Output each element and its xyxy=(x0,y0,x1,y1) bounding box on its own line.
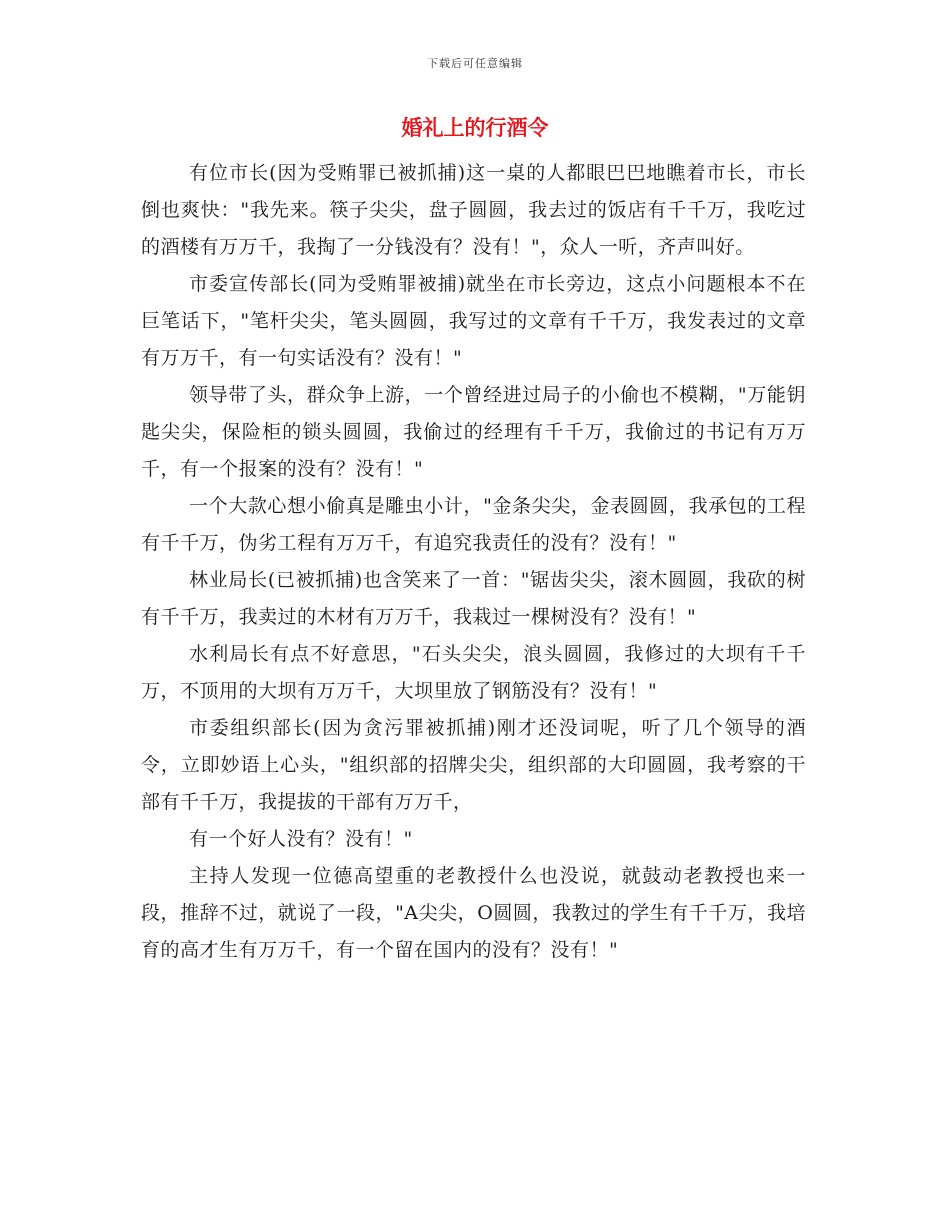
paragraph: 林业局长(已被抓捕)也含笑来了一首："锯齿尖尖，滚木圆圆，我砍的树有千千万，我卖过的木材有万万千，我栽过一棵树没有？没有！" xyxy=(141,569,806,628)
paragraph: 领导带了头，群众争上游，一个曾经进过局子的小偷也不模糊，"万能钥匙尖尖，保险柜的锁头圆圆，我偷过的经理有千千万，我偷过的书记有万万千，有一个报案的没有？没有！" xyxy=(141,384,806,480)
body-text xyxy=(141,155,806,969)
paragraph: 主持人发现一位德高望重的老教授什么也没说，就鼓动老教授也来一段，推辞不过，就说了一段，"A尖尖，O圆圆，我教过的学生有千千万，我培育的高才生有万万千，有一个留在国内的没有？没有！" xyxy=(141,865,806,961)
paragraph: 水利局长有点不好意思，"石头尖尖，浪头圆圆，我修过的大坝有千千万，不顶用的大坝有万万千，大坝里放了钢筋没有？没有！" xyxy=(141,643,806,702)
paragraph: 市委组织部长(因为贪污罪被抓捕)刚才还没词呢，听了几个领导的酒令，立即妙语上心头，"组织部的招牌尖尖，组织部的大印圆圆，我考察的干部有千千万，我提拔的干部有万万千， xyxy=(141,717,806,813)
paragraph: 有位市长(因为受贿罪已被抓捕)这一桌的人都眼巴巴地瞧着市长，市长倒也爽快："我先来。筷子尖尖，盘子圆圆，我去过的饭店有千千万，我吃过的酒楼有万万千，我掏了一分钱没有？没有！"，众人一听，齐声叫好。 xyxy=(141,162,806,258)
paragraph: 市委宣传部长(同为受贿罪被捕)就坐在市长旁边，这点小问题根本不在巨笔话下，"笔杆尖尖，笔头圆圆，我写过的文章有千千万，我发表过的文章有万万千，有一句实话没有？没有！" xyxy=(141,273,806,369)
paragraph: 有一个好人没有？没有！" xyxy=(189,828,413,850)
paragraph: 一个大款心想小偷真是雕虫小计，"金条尖尖，金表圆圆，我承包的工程有千千万，伪劣工程有万万千，有追究我责任的没有？没有！" xyxy=(141,495,806,554)
page-title: 婚礼上的行酒令 xyxy=(401,116,549,140)
header-note: 下载后可任意编辑 xyxy=(427,57,523,70)
